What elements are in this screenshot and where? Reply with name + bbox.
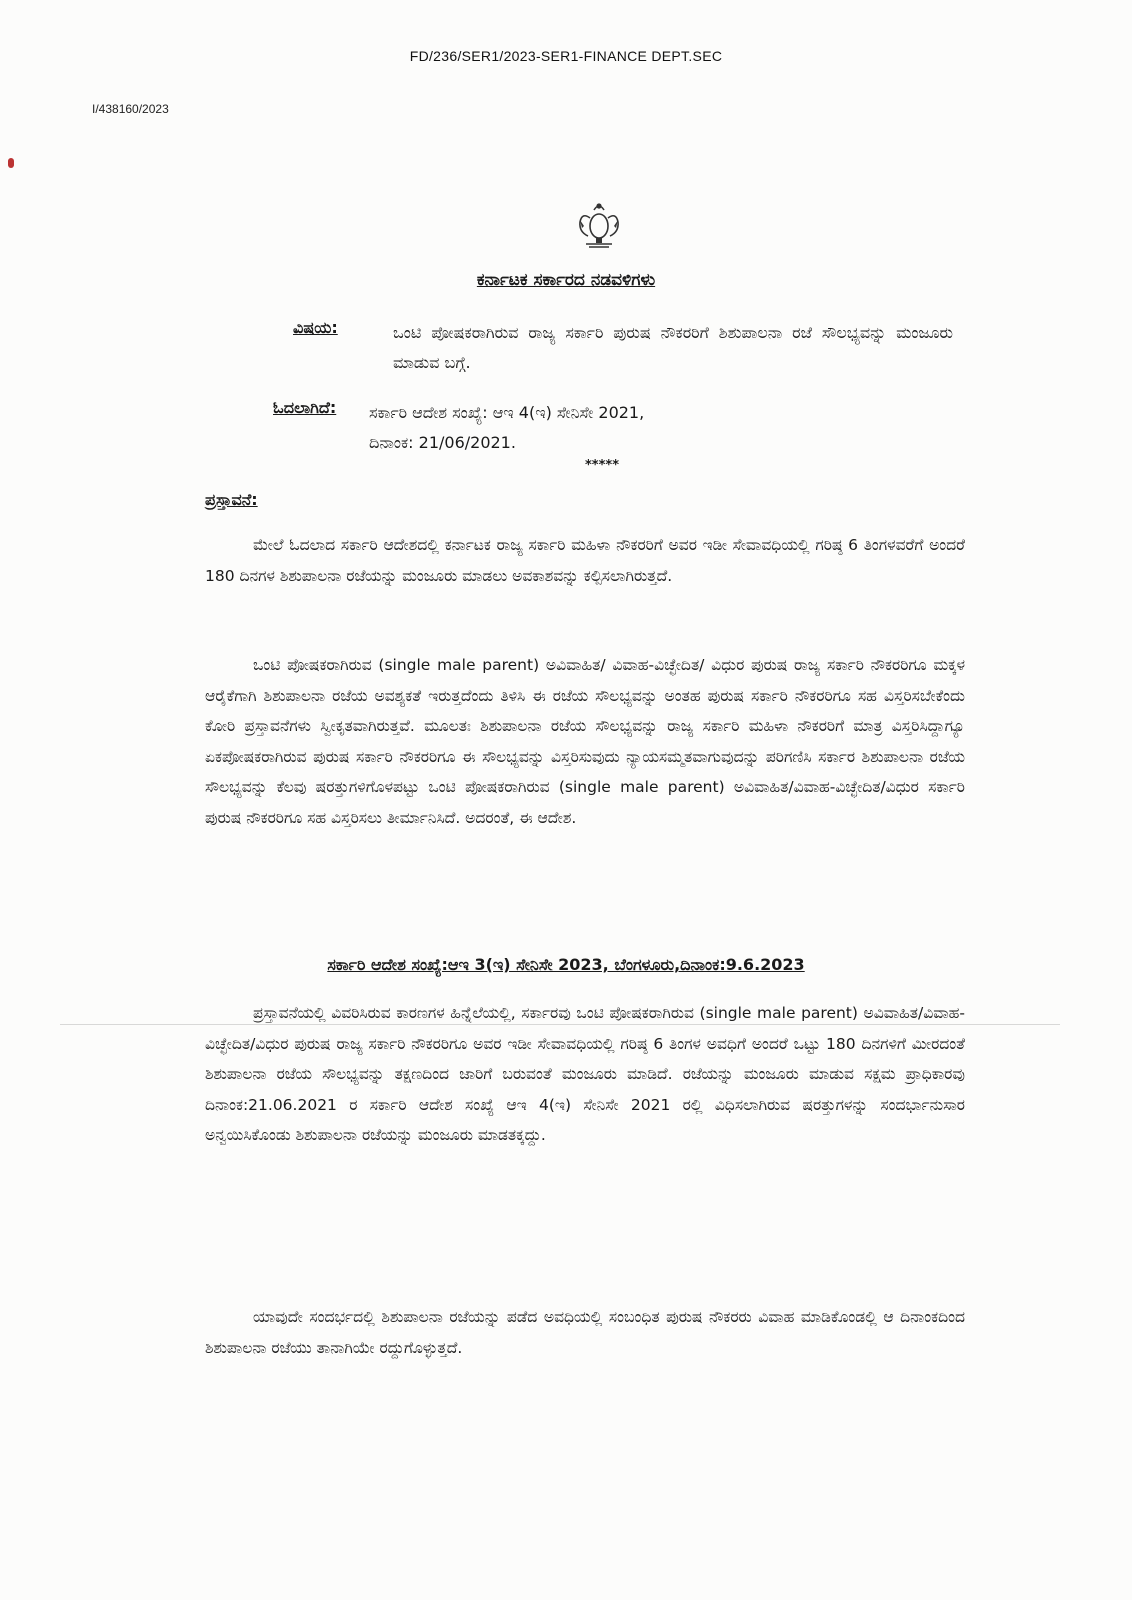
paragraph-text: ಪ್ರಸ್ತಾವನೆಯಲ್ಲಿ ವಿವರಿಸಿರುವ ಕಾರಣಗಳ ಹಿನ್ನೆಲೆಯಲ್ಲಿ, ಸರ್ಕಾರವು ಒಂಟಿ ಪೋಷಕರಾಗಿರುವ (single male parent) ಅವಿವಾಹಿತ/ವಿವಾಹ-ವಿಚ್ಛೇದಿತ/ವಿಧುರ ಪುರುಷ ರಾಜ್ಯ ಸರ್ಕಾರಿ ನೌಕರರಿಗೂ ಅವರ ಇಡೀ ಸೇವಾವಧಿಯಲ್ಲಿ ಗರಿಷ್ಠ 6 ತಿಂಗಳ ಅವಧಿಗೆ ಅಂದರೆ ಒಟ್ಟು 180 ದಿನಗಳಿಗೆ ಮೀರದಂತೆ ಶಿಶುಪಾಲನಾ ರಜೆಯ ಸೌಲಭ್ಯವನ್ನು ತಕ್ಷಣದಿಂದ ಜಾರಿಗೆ ಬರುವಂತೆ ಮಂಜೂರು ಮಾಡಿದೆ. ರಜೆಯನ್ನು ಮಂಜೂರು ಮಾಡುವ ಸಕ್ಷಮ ಪ್ರಾಧಿಕಾರವು ದಿನಾಂಕ:21.06.2021 ರ ಸರ್ಕಾರಿ ಆದೇಶ ಸಂಖ್ಯೆ ಆಇ 4(ಇ) ಸೇನಿಸೇ 2021 ರಲ್ಲಿ ವಿಧಿಸಲಾಗಿರುವ ಷರತ್ತುಗಳನ್ನು ಸಂದರ್ಭಾನುಸಾರ ಅನ್ವಯಿಸಿಕೊಂಡು ಶಿಶುಪಾಲನಾ ರಜೆಯನ್ನು ಮಂಜೂರು ಮಾಡತಕ್ಕದ್ದು. — [205, 1004, 965, 1144]
ink-mark — [8, 158, 14, 168]
preamble-label: ಪ್ರಸ್ತಾವನೆ: — [205, 490, 258, 509]
paragraph-preamble-1 — [205, 530, 965, 591]
document-header-title: ಕರ್ನಾಟಕ ಸರ್ಕಾರದ ನಡವಳಿಗಳು — [476, 270, 656, 290]
read-reference-line-2: ದಿನಾಂಕ: 21/06/2021. — [369, 433, 516, 452]
subject-label: ವಿಷಯ: — [293, 318, 338, 337]
paragraph-text: ಮೇಲೆ ಓದಲಾದ ಸರ್ಕಾರಿ ಆದೇಶದಲ್ಲಿ ಕರ್ನಾಟಕ ರಾಜ್ಯ ಸರ್ಕಾರಿ ಮಹಿಳಾ ನೌಕರರಿಗೆ ಅವರ ಇಡೀ ಸೇವಾವಧಿಯಲ್ಲಿ ಗರಿಷ್ಠ 6 ತಿಂಗಳವರೆಗೆ ಅಂದರೆ 180 ದಿನಗಳ ಶಿಶುಪಾಲನಾ ರಜೆಯನ್ನು ಮಂಜೂರು ಮಾಡಲು ಅವಕಾಶವನ್ನು ಕಲ್ಪಿಸಲಾಗಿರುತ್ತದೆ. — [205, 536, 965, 585]
read-label: ಓದಲಾಗಿದೆ: — [273, 398, 337, 417]
paragraph-order — [205, 998, 965, 1151]
separator: ***** — [585, 458, 619, 473]
state-emblem-icon — [574, 198, 624, 250]
inward-number: I/438160/2023 — [92, 102, 169, 116]
file-reference: FD/236/SER1/2023-SER1-FINANCE DEPT.SEC — [409, 48, 723, 64]
read-reference-line-1: ಸರ್ಕಾರಿ ಆದೇಶ ಸಂಖ್ಯೆ: ಆಇ 4(ಇ) ಸೇನಿಸೇ 2021, — [369, 403, 645, 422]
paragraph-condition — [205, 1302, 965, 1363]
paragraph-text: ಯಾವುದೇ ಸಂದರ್ಭದಲ್ಲಿ ಶಿಶುಪಾಲನಾ ರಜೆಯನ್ನು ಪಡೆದ ಅವಧಿಯಲ್ಲಿ ಸಂಬಂಧಿತ ಪುರುಷ ನೌಕರರು ವಿವಾಹ ಮಾಡಿಕೊಂಡಲ್ಲಿ ಆ ದಿನಾಂಕದಿಂದ ಶಿಶುಪಾಲನಾ ರಜೆಯು ತಾನಾಗಿಯೇ ರದ್ದುಗೊಳ್ಳುತ್ತದೆ. — [205, 1308, 965, 1357]
subject-text: ಒಂಟಿ ಪೋಷಕರಾಗಿರುವ ರಾಜ್ಯ ಸರ್ಕಾರಿ ಪುರುಷ ನೌಕರರಿಗೆ ಶಿಶುಪಾಲನಾ ರಜೆ ಸೌಲಭ್ಯವನ್ನು ಮಂಜೂರು ಮಾಡುವ ಬಗ್ಗೆ. — [393, 323, 953, 372]
paragraph-text: ಒಂಟಿ ಪೋಷಕರಾಗಿರುವ (single male parent) ಅವಿವಾಹಿತ/ ವಿವಾಹ-ವಿಚ್ಛೇದಿತ/ ವಿಧುರ ಪುರುಷ ರಾಜ್ಯ ಸರ್ಕಾರಿ ನೌಕರರಿಗೂ ಮಕ್ಕಳ ಆರೈಕೆಗಾಗಿ ಶಿಶುಪಾಲನಾ ರಜೆಯ ಅವಶ್ಯಕತೆ ಇರುತ್ತದೆಂದು ತಿಳಿಸಿ ಈ ರಜೆಯ ಸೌಲಭ್ಯವನ್ನು ಅಂತಹ ಪುರುಷ ಸರ್ಕಾರಿ ನೌಕರರಿಗೂ ಸಹ ವಿಸ್ತರಿಸಬೇಕೆಂದು ಕೋರಿ ಪ್ರಸ್ತಾವನೆಗಳು ಸ್ವೀಕೃತವಾಗಿರುತ್ತವೆ. ಮೂಲತಃ ಶಿಶುಪಾಲನಾ ರಜೆಯ ಸೌಲಭ್ಯವನ್ನು ರಾಜ್ಯ ಸರ್ಕಾರಿ ಮಹಿಳಾ ನೌಕರರಿಗೆ ಮಾತ್ರ ವಿಸ್ತರಿಸಿದ್ದಾಗ್ಯೂ ಏಕಪೋಷಕರಾಗಿರುವ ಪುರುಷ ಸರ್ಕಾರಿ ನೌಕರರಿಗೂ ಈ ಸೌಲಭ್ಯವನ್ನು ವಿಸ್ತರಿಸುವುದು ನ್ಯಾಯಸಮ್ಮತವಾಗುವುದನ್ನು ಪರಿಗಣಿಸಿ ಸರ್ಕಾರ ಶಿಶುಪಾಲನಾ ರಜೆಯ ಸೌಲಭ್ಯವನ್ನು ಕೆಲವು ಷರತ್ತುಗಳಿಗೊಳಪಟ್ಟು ಒಂಟಿ ಪೋಷಕರಾಗಿರುವ (single male parent) ಅವಿವಾಹಿತ/ವಿವಾಹ-ವಿಚ್ಛೇದಿತ/ವಿಧುರ ಸರ್ಕಾರಿ ಪುರುಷ ನೌಕರರಿಗೂ ಸಹ ವಿಸ್ತರಿಸಲು ತೀರ್ಮಾನಿಸಿದೆ. ಅದರಂತೆ, ಈ ಆದೇಶ. — [205, 656, 965, 827]
paragraph-preamble-2 — [205, 650, 965, 833]
read-reference — [369, 398, 889, 458]
order-heading: ಸರ್ಕಾರಿ ಆದೇಶ ಸಂಖ್ಯೆ:ಆಇ 3(ಇ) ಸೇನಿಸೇ 2023, ಬೆಂಗಳೂರು,ದಿನಾಂಕ:9.6.2023 — [327, 955, 805, 974]
